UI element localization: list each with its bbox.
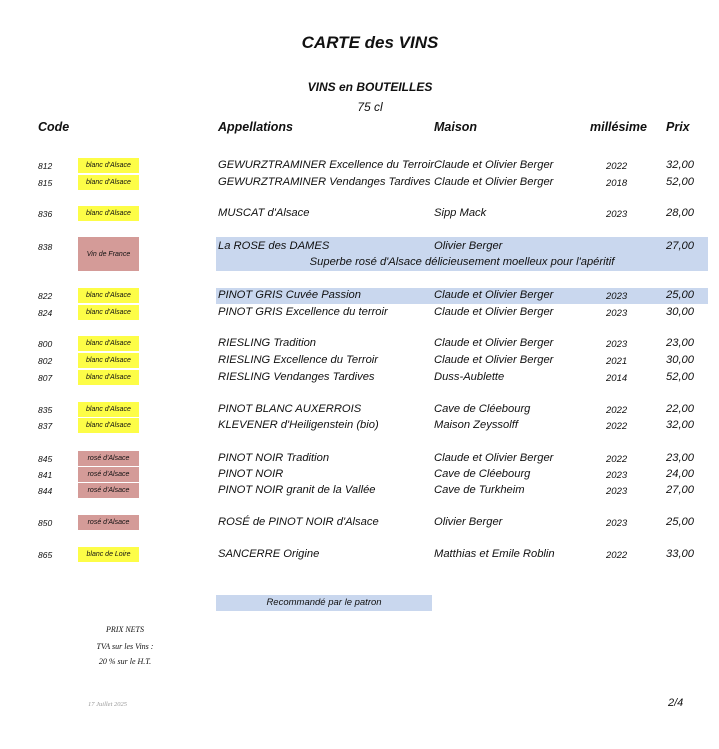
category-badge: rosé d'Alsace <box>78 515 139 530</box>
bottle-volume: 75 cl <box>357 100 383 114</box>
wine-millesime: 2022 <box>606 550 628 561</box>
category-badge: blanc d'Alsace <box>78 402 139 417</box>
wine-millesime: 2022 <box>606 454 628 465</box>
wine-appellation: KLEVENER d'Heiligenstein (bio) <box>218 419 379 431</box>
table-row <box>0 451 719 467</box>
wine-maison: Claude et Olivier Berger <box>434 306 554 318</box>
wine-maison: Maison Zeyssolff <box>434 419 518 431</box>
wine-appellation: GEWURZTRAMINER Excellence du Terroir <box>218 159 434 171</box>
wine-maison: Claude et Olivier Berger <box>434 452 554 464</box>
category-badge: blanc d'Alsace <box>78 175 139 190</box>
wine-millesime: 2022 <box>606 421 628 432</box>
table-row <box>0 515 719 531</box>
table-row <box>0 288 719 304</box>
wine-appellation: PINOT BLANC AUXERROIS <box>218 403 362 415</box>
category-badge: blanc d'Alsace <box>78 336 139 351</box>
wine-maison: Claude et Olivier Berger <box>434 289 554 301</box>
wine-maison: Claude et Olivier Berger <box>434 354 554 366</box>
page-number: 2/4 <box>668 697 684 709</box>
wine-code: 835 <box>38 405 53 415</box>
wine-price: 52,00 <box>666 176 694 188</box>
category-badge: blanc d'Alsace <box>78 353 139 368</box>
table-row <box>0 370 719 386</box>
wine-maison: Claude et Olivier Berger <box>434 159 554 171</box>
tva-note: TVA sur les Vins : <box>96 642 154 651</box>
category-badge: blanc d'Alsace <box>78 305 139 320</box>
wine-code: 807 <box>38 373 53 383</box>
wine-code: 844 <box>38 486 53 496</box>
category-badge: rosé d'Alsace <box>78 451 139 466</box>
table-row <box>0 175 719 191</box>
wine-code: 836 <box>38 209 53 219</box>
wine-millesime: 2023 <box>606 339 628 350</box>
wine-price: 52,00 <box>666 371 694 383</box>
table-row <box>0 239 719 255</box>
wine-appellation: RIESLING Vendanges Tardives <box>218 371 375 383</box>
wine-appellation: SANCERRE Origine <box>218 548 320 560</box>
wine-price: 25,00 <box>666 516 694 528</box>
wine-maison: Cave de Turkheim <box>434 484 525 496</box>
wine-code: 822 <box>38 291 53 301</box>
wine-millesime: 2023 <box>606 308 628 319</box>
category-badge: blanc d'Alsace <box>78 288 139 303</box>
wine-code: 812 <box>38 161 53 171</box>
wine-code: 800 <box>38 339 53 349</box>
table-row <box>0 336 719 352</box>
rose-des-dames-description: Superbe rosé d'Alsace délicieusement moelleux pour l'apéritif <box>309 256 615 268</box>
tva-rate-note: 20 % sur le H.T. <box>98 657 152 666</box>
header-code: Code <box>38 120 70 134</box>
wine-appellation: PINOT NOIR <box>218 468 284 480</box>
wine-appellation: RIESLING Tradition <box>218 337 317 349</box>
section-subtitle: VINS en BOUTEILLES <box>307 80 433 94</box>
table-row <box>0 206 719 222</box>
wine-code: 841 <box>38 470 53 480</box>
wine-price: 25,00 <box>666 289 694 301</box>
header-millesime: millésime <box>590 120 647 134</box>
wine-price: 32,00 <box>666 419 694 431</box>
wine-appellation: La ROSE des DAMES <box>218 240 330 252</box>
table-row <box>0 402 719 418</box>
table-row <box>0 158 719 174</box>
table-row <box>0 467 719 483</box>
wine-maison: Olivier Berger <box>434 516 503 528</box>
wine-price: 23,00 <box>666 452 694 464</box>
wine-appellation: PINOT GRIS Cuvée Passion <box>218 289 362 301</box>
wine-code: 824 <box>38 308 53 318</box>
category-badge: blanc d'Alsace <box>78 206 139 221</box>
category-badge: rosé d'Alsace <box>78 483 139 498</box>
wine-millesime: 2023 <box>606 209 628 220</box>
wine-price: 27,00 <box>666 240 694 252</box>
wine-millesime: 2018 <box>606 178 628 189</box>
wine-maison: Sipp Mack <box>434 207 487 219</box>
wine-maison: Claude et Olivier Berger <box>434 176 554 188</box>
wine-millesime: 2023 <box>606 518 628 529</box>
wine-millesime: 2023 <box>606 486 628 497</box>
recommended-legend: Recommandé par le patron <box>216 595 432 611</box>
wine-price: 24,00 <box>666 468 694 480</box>
wine-millesime: 2022 <box>606 405 628 416</box>
category-badge: blanc de Loire <box>78 547 139 562</box>
wine-millesime: 2023 <box>606 291 628 302</box>
wine-maison: Claude et Olivier Berger <box>434 337 554 349</box>
wine-appellation: GEWURZTRAMINER Vendanges Tardives <box>218 176 431 188</box>
category-badge-vin-de-france: Vin de France <box>78 237 139 271</box>
wine-appellation: PINOT GRIS Excellence du terroir <box>218 306 388 318</box>
wine-price: 23,00 <box>666 337 694 349</box>
wine-appellation: ROSÉ de PINOT NOIR d'Alsace <box>218 516 379 528</box>
table-row <box>0 483 719 499</box>
wine-appellation: PINOT NOIR granit de la Vallée <box>218 484 376 496</box>
wine-maison: Cave de Cléebourg <box>434 403 531 415</box>
header-prix: Prix <box>666 120 690 134</box>
wine-price: 27,00 <box>666 484 694 496</box>
wine-appellation: PINOT NOIR Tradition <box>218 452 330 464</box>
wine-price: 22,00 <box>666 403 694 415</box>
wine-millesime: 2023 <box>606 470 628 481</box>
wine-code: 850 <box>38 518 53 528</box>
wine-maison: Olivier Berger <box>434 240 503 252</box>
page-title: CARTE des VINS <box>301 33 439 52</box>
header-maison: Maison <box>434 120 478 134</box>
wine-code: 845 <box>38 454 53 464</box>
wine-millesime: 2022 <box>606 161 628 172</box>
wine-price: 28,00 <box>666 207 694 219</box>
wine-code: 815 <box>38 178 53 188</box>
table-row <box>0 305 719 321</box>
wine-maison: Duss-Aublette <box>434 371 505 383</box>
category-badge: rosé d'Alsace <box>78 467 139 482</box>
wine-appellation: RIESLING Excellence du Terroir <box>218 354 379 366</box>
wine-maison: Matthias et Emile Roblin <box>434 548 555 560</box>
wine-price: 32,00 <box>666 159 694 171</box>
table-row <box>0 353 719 369</box>
prix-nets-note: PRIX NETS <box>106 625 144 634</box>
table-row <box>0 547 719 563</box>
wine-appellation: MUSCAT d'Alsace <box>218 207 310 219</box>
wine-price: 30,00 <box>666 306 694 318</box>
wine-millesime: 2014 <box>606 373 628 384</box>
wine-price: 30,00 <box>666 354 694 366</box>
wine-maison: Cave de Cléebourg <box>434 468 531 480</box>
category-badge: blanc d'Alsace <box>78 418 139 433</box>
wine-code: 865 <box>38 550 53 560</box>
wine-code: 802 <box>38 356 53 366</box>
table-row <box>0 418 719 434</box>
wine-code: 837 <box>38 421 53 431</box>
wine-millesime: 2021 <box>606 356 628 367</box>
category-badge: blanc d'Alsace <box>78 370 139 385</box>
wine-price: 33,00 <box>666 548 694 560</box>
header-appellations: Appellations <box>218 120 294 134</box>
footer-date: 17 Juillet 2025 <box>88 701 127 708</box>
wine-code: 838 <box>38 242 53 252</box>
category-badge: blanc d'Alsace <box>78 158 139 173</box>
